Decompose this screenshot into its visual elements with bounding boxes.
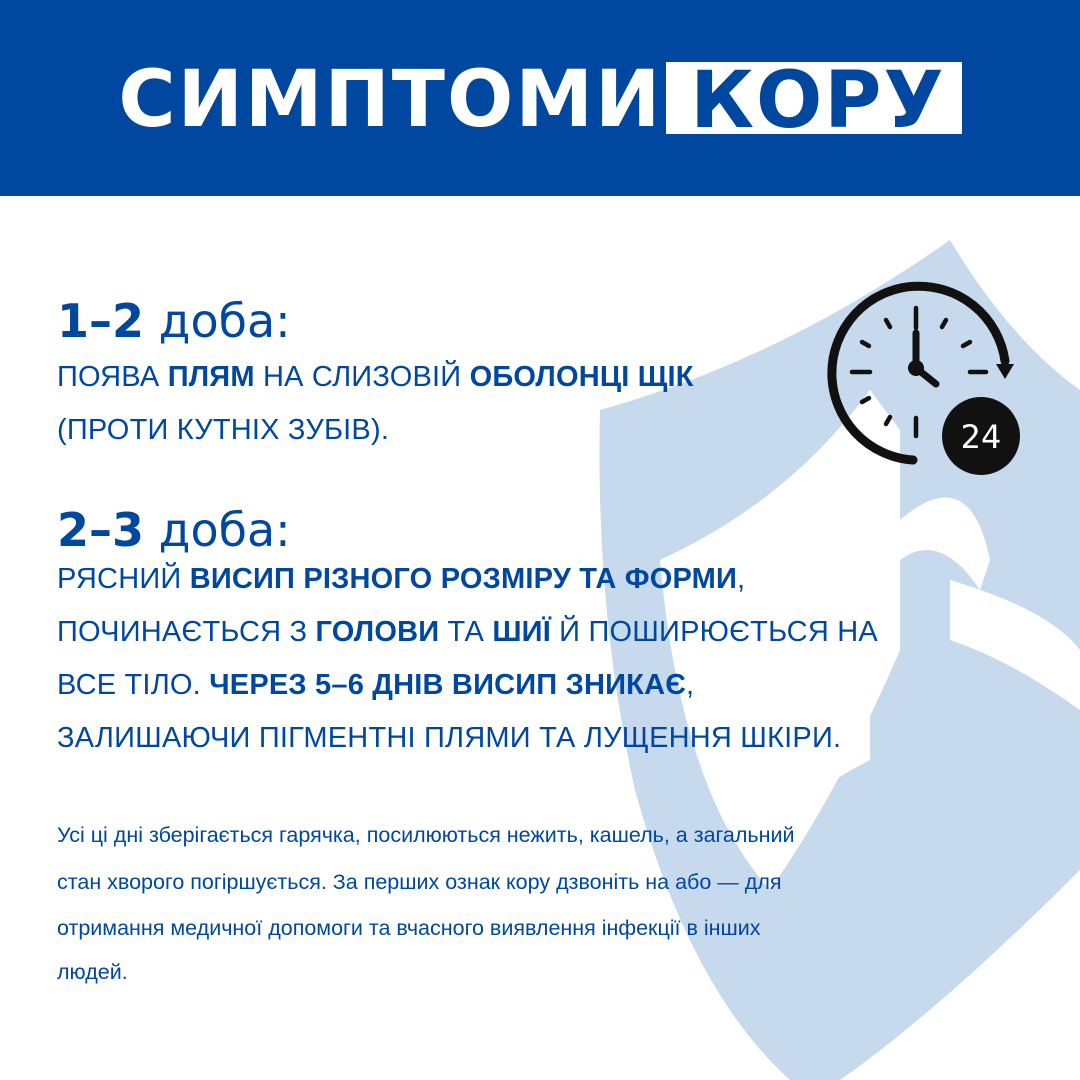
emphasis-text: ВИСИП РІЗНОГО РОЗМІРУ ТА ФОРМИ <box>189 563 738 595</box>
stage1-heading <box>57 294 291 348</box>
title-measles-highlight: КОРУ <box>666 62 961 134</box>
title-symptoms: СИМПТОМИ <box>118 55 663 145</box>
note-line: отримання медичної допомоги та вчасного виявлення інфекції в інших <box>57 916 761 940</box>
emphasis-text: ЧЕРЕЗ 5–6 ДНІВ ВИСИП ЗНИКАЄ <box>209 669 687 701</box>
body-text: (ПРОТИ КУТНІХ ЗУБІВ). <box>57 414 390 446</box>
body-text: ЗАЛИШАЮЧИ ПІГМЕНТНІ ПЛЯМИ ТА ЛУЩЕННЯ ШКІРИ. <box>57 722 842 754</box>
note-line: стан хворого погіршується. За перших ознак кору дзвоніть на або — для <box>57 870 782 894</box>
note-line: Усі ці дні зберігається гарячка, посилюються нежить, кашель, а загальний <box>57 823 795 847</box>
emphasis-text: ШИЇ <box>492 616 551 648</box>
body-text: НА СЛИЗОВІЙ <box>254 361 470 393</box>
page-title <box>0 0 1080 196</box>
body-text: ПОЧИНАЄТЬСЯ З <box>57 616 316 648</box>
body-text: Й ПОШИРЮЄТЬСЯ НА <box>550 616 878 648</box>
stage2-line <box>57 671 694 700</box>
stage1-day-number: 1–2 <box>57 294 145 348</box>
emphasis-text: ОБОЛОНЦІ ЩІК <box>469 361 694 393</box>
stage2-line <box>57 724 841 753</box>
body-text: ВСЕ ТІЛО. <box>57 669 210 701</box>
stage2-line <box>57 565 745 594</box>
stage1-line <box>57 416 389 445</box>
stage2-line <box>57 618 878 647</box>
emphasis-text: ПЛЯМ <box>167 361 255 393</box>
stage1-line <box>57 363 694 392</box>
body-text: РЯСНИЙ <box>57 563 190 595</box>
body-text: , <box>686 669 695 701</box>
stage2-day-label: доба: <box>144 503 291 557</box>
stage2-day-number: 2–3 <box>57 503 145 557</box>
emphasis-text: ГОЛОВИ <box>315 616 440 648</box>
body-text: ПОЯВА <box>57 361 168 393</box>
note-line: людей. <box>57 960 128 984</box>
clock-24-icon <box>818 278 1028 478</box>
stage2-heading <box>57 503 291 557</box>
clock-badge-label: 24 <box>960 418 1002 456</box>
body-text: ТА <box>439 616 493 648</box>
stage1-day-label: доба: <box>144 294 291 348</box>
body-text: , <box>737 563 746 595</box>
